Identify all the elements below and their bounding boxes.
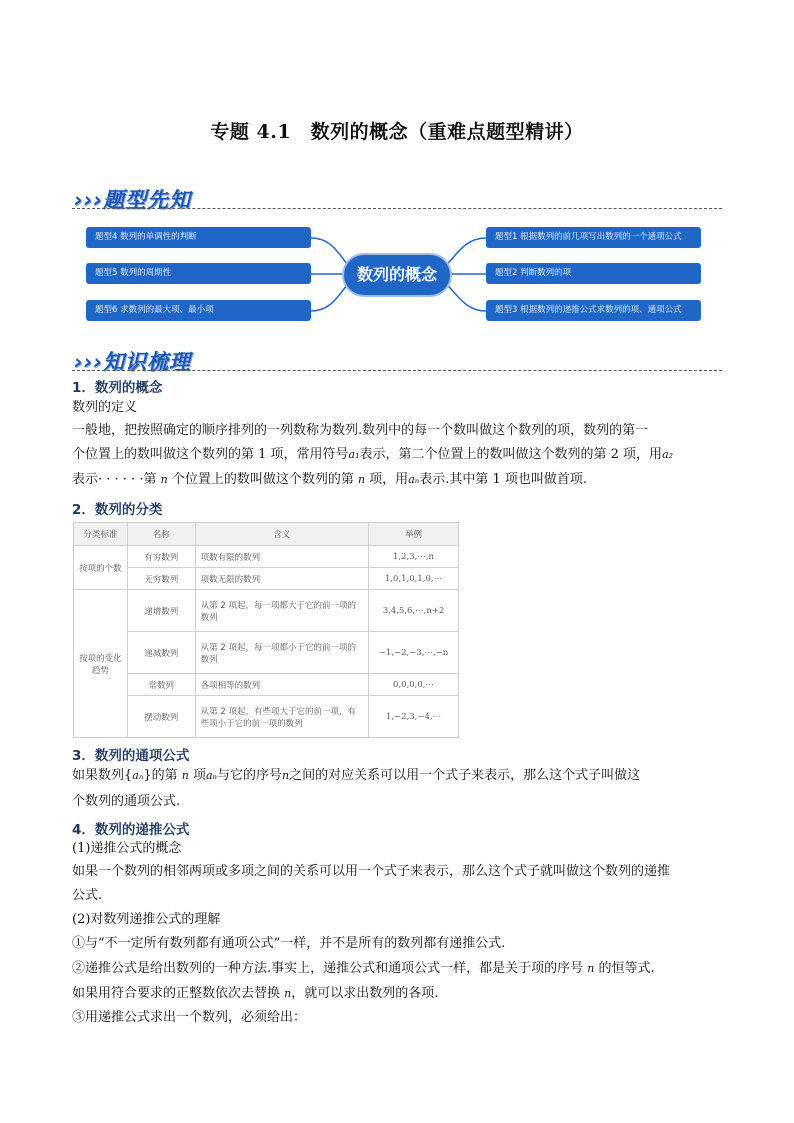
- math-symbol: n: [587, 962, 595, 975]
- paragraph: 数列的定义: [72, 400, 138, 415]
- text-span: ②递推公式是给出数列的一种方法.事实上，递推公式和通项公式一样，都是关于项的序号: [72, 961, 588, 976]
- table-cell: 有穷数列: [127, 546, 195, 568]
- paragraph: [72, 959, 655, 979]
- math-symbol: n: [284, 987, 292, 1000]
- section-heading-2: 2．数列的分类: [72, 502, 163, 518]
- table-header-row: [74, 523, 459, 546]
- table-cell: 0,0,0,0,⋯: [369, 674, 459, 696]
- table-row: [74, 632, 459, 674]
- paragraph: (1)递推公式的概念: [72, 841, 182, 856]
- table-row: [74, 568, 459, 590]
- section-banner-preview: [72, 182, 722, 212]
- math-symbol: n: [357, 473, 366, 486]
- table-header: 名称: [127, 523, 195, 546]
- table-cell: 1,2,3,⋯,n: [369, 546, 459, 568]
- banner-label: ›››知识梳理: [74, 350, 191, 374]
- dashed-divider: [72, 208, 722, 209]
- text-span: 表示.其中第 1 项也叫做首项.: [419, 472, 588, 487]
- text-span: 表示· · · · · ·第: [72, 472, 161, 487]
- paragraph: (2)对数列递推公式的理解: [72, 912, 221, 927]
- section-heading-1: 1．数列的概念: [72, 380, 163, 396]
- table-row: [74, 590, 459, 632]
- mind-map-node-right-1: 题型1 根据数列的前几项写出数列的一个通项公式: [486, 227, 701, 248]
- table-cell: 从第 2 项起，每一项都大于它的前一项的数列: [195, 590, 368, 632]
- table-cell-group: 按项的变化趋势: [74, 590, 128, 738]
- math-symbol: n: [160, 473, 168, 486]
- banner-label: ›››题型先知: [74, 188, 191, 212]
- text-span: 如果数列{: [72, 768, 133, 783]
- paragraph: 一般地，把按照确定的顺序排列的一列数称为数列.数列中的每一个数叫做这个数列的项，数列的第一: [72, 423, 649, 438]
- paragraph: [72, 470, 587, 490]
- mind-map-node-left-3: 题型6 求数列的最大项、最小项: [86, 300, 311, 321]
- table-cell: 从第 2 项起，有些项大于它的前一项，有些项小于它的前一项的数列: [195, 696, 368, 738]
- text-span: 之间的对应关系可以用一个式子来表示，那么这个式子叫做这: [289, 768, 641, 783]
- section-heading-3: 3．数列的通项公式: [72, 748, 190, 764]
- table-row: [74, 546, 459, 568]
- text-span: 与它的序号: [216, 768, 282, 783]
- table-cell: −1,−2,−3,⋯,−n: [369, 632, 459, 674]
- table-cell: 递减数列: [127, 632, 195, 674]
- table-cell: 摆动数列: [127, 696, 195, 738]
- mind-map-node-right-2: 题型2 判断数列的项: [486, 263, 701, 284]
- section-heading-4: 4．数列的递推公式: [72, 822, 190, 838]
- paragraph: 如果一个数列的相邻两项或多项之间的关系可以用一个式子来表示，那么这个式子就叫做这个数列的递推: [72, 864, 671, 879]
- table-cell: 常数列: [127, 674, 195, 696]
- section-banner-knowledge: [72, 344, 722, 374]
- paragraph: 公式.: [72, 888, 103, 903]
- mind-map-node-left-2: 题型5 数列的周期性: [86, 263, 311, 284]
- text-span: 项，用: [365, 472, 409, 487]
- mind-map-node-right-3: 题型3 根据数列的递推公式求数列的项、通项公式: [486, 300, 701, 321]
- table-header: 含义: [195, 523, 368, 546]
- math-symbol: a₁: [348, 448, 360, 461]
- table-cell: 递增数列: [127, 590, 195, 632]
- mind-map-center: 数列的概念: [344, 255, 450, 295]
- table-header: 分类标准: [74, 523, 128, 546]
- table-cell: 1,−2,3,−4,⋯: [369, 696, 459, 738]
- mind-map: [86, 222, 706, 326]
- table-row: [74, 696, 459, 738]
- table-cell-group: 按项的个数: [74, 546, 128, 590]
- table-cell: 3,4,5,6,⋯,n+2: [369, 590, 459, 632]
- text-span: 个位置上的数叫做这个数列的第: [167, 472, 358, 487]
- table-cell: 项数有限的数列: [195, 546, 368, 568]
- text-span: ，就可以求出数列的各项.: [291, 986, 439, 1001]
- text-span: 表示，第二个位置上的数叫做这个数列的第 2 项，用: [359, 447, 663, 462]
- table-row: [74, 674, 459, 696]
- text-span: 如果用符合要求的正整数依次去替换: [72, 986, 285, 1001]
- text-span: 的恒等式.: [594, 961, 655, 976]
- table-cell: 从第 2 项起，每一项都小于它的前一项的数列: [195, 632, 368, 674]
- paragraph: ①与“不一定所有数列都有通项公式”一样，并不是所有的数列都有递推公式.: [72, 936, 506, 951]
- math-symbol: aₙ: [132, 769, 144, 782]
- text-span: 个位置上的数叫做这个数列的第 1 项，常用符号: [72, 447, 349, 462]
- table-header: 举例: [369, 523, 459, 546]
- math-symbol: n: [181, 769, 189, 782]
- paragraph: [72, 766, 640, 786]
- table-cell: 各项相等的数列: [195, 674, 368, 696]
- table-cell: 项数无限的数列: [195, 568, 368, 590]
- math-symbol: aₙ: [408, 473, 420, 486]
- table-cell: 无穷数列: [127, 568, 195, 590]
- classification-table: [73, 522, 459, 738]
- dashed-divider: [72, 370, 722, 371]
- paragraph: [72, 984, 438, 1004]
- math-symbol: aₙ: [205, 769, 217, 782]
- math-symbol: n: [282, 769, 290, 782]
- page-title: 专题 4.1 数列的概念（重难点题型精讲）: [210, 121, 584, 143]
- mind-map-node-left-1: 题型4 数列的单调性的判断: [86, 227, 311, 248]
- text-span: 项: [188, 768, 206, 783]
- paragraph: [72, 445, 673, 465]
- paragraph: ③用递推公式求出一个数列，必须给出：: [72, 1010, 307, 1025]
- math-symbol: a₂: [662, 448, 674, 461]
- table-cell: 1,0,1,0,1,0,⋯: [369, 568, 459, 590]
- text-span: }的第: [143, 768, 182, 783]
- paragraph: 个数列的通项公式.: [72, 794, 181, 809]
